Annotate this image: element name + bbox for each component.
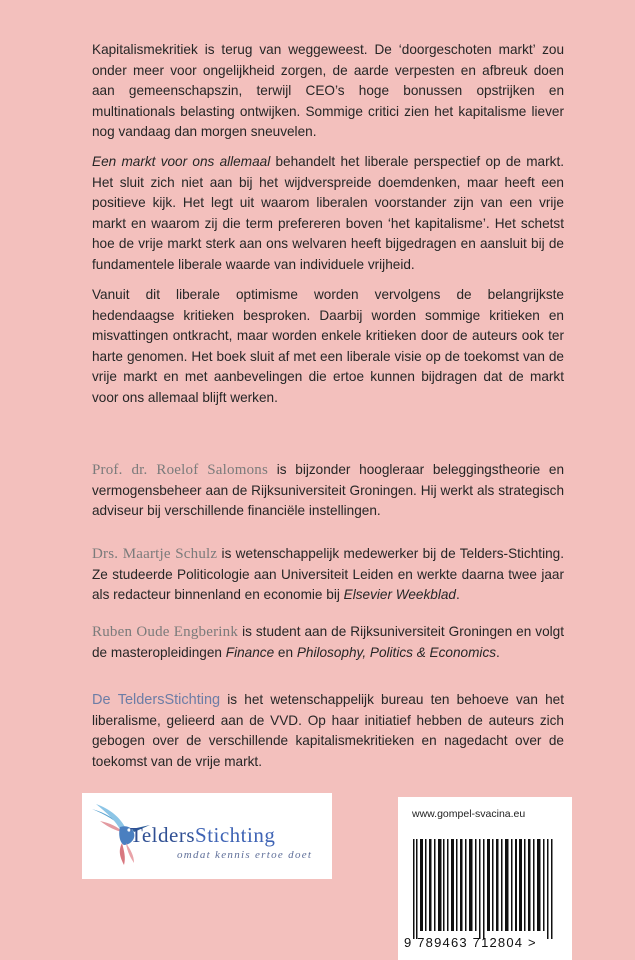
barcode-panel [398,797,572,960]
blurb-paragraph-3: Vanuit dit liberale optimisme worden vervolgens de belangrijkste hedendaagse kritieken besproken. Daarbij worden sommige kritieken en misvattingen ontkracht, maar worden enkele kritieken door de auteurs ook ter harte genomen. Het boek sluit af met een liberale visie op de toekomst van de vrije markt en met aanbevelingen die ertoe kunnen bijdragen dat de markt voor ons allemaal blijft werken. [92,287,564,405]
program-ppe: Philosophy, Politics & Economics [296,644,497,660]
blurb-paragraph-1: Kapitalismekritiek is terug van weggeweest. De ‘doorgeschoten markt’ zou onder meer voor ongelijkheid zorgen, de aarde verpesten en afbreuk doen aan gemeenschapszin, terwijl CEO’s hoge bonussen opstrijken en multinationals belasting ontwijken. Sommige critici zien het kapitalisme liever nog vandaag dan morgen sneuvelen. [92,42,564,140]
author-bio-engberink-mid: en [274,644,297,660]
publisher-url: www.gompel-svacina.eu [412,808,526,820]
author-bio-engberink-text: is student aan de Rijksuniversiteit Groningen en volgt de masteropleidingen [92,624,564,660]
author-bio-salomons [92,460,564,522]
logo-tagline: omdat kennis ertoe doet [177,849,313,861]
author-name-salomons: Prof. dr. Roelof Salomons [92,462,269,478]
logo-title [130,823,275,848]
blurb-paragraph-2 [92,152,564,276]
author-bio-engberink [92,622,564,663]
foundation-name: De TeldersStichting [92,692,221,708]
foundation-paragraph [92,690,564,772]
author-bio-engberink-end: . [496,644,500,660]
blurb-paragraph-2-text: behandelt het liberale perspectief op de markt. Het sluit zich niet aan bij het wijdverspreide doemdenken, maar heeft een positieve kijk. Het legt uit waarom liberalen voorstander zijn van een vrije markt en waarom zij die term prefereren boven ‘het kapitalisme’. Het schetst hoe de vrije markt sterk aan ons welvaren heeft bijgedragen en aansluit bij de fundamentele liberale waarde van individuele vrijheid. [92,154,564,272]
magazine-title: Elsevier Weekblad [343,587,456,603]
isbn-digits: 9 789463 712804 > [404,935,537,950]
telders-logo [82,793,332,879]
author-bio-schulz [92,544,564,606]
book-title: Een markt voor ons allemaal [92,154,271,169]
author-bio-schulz-end: . [455,587,460,603]
author-bio-schulz-text: is wetenschappelijk medewerker bij de Telders-Stichting. Ze studeerde Politicologie aan Universiteit Leiden en werkte daarna twee jaar als redacteur binnenland en economie bij [92,546,564,603]
author-name-schulz: Drs. Maartje Schulz [92,546,218,562]
foundation-text: is het wetenschappelijk bureau ten behoeve van het liberalisme, gelieerd aan de VVD. Op haar initiatief hebben de auteurs zich gebogen over de verschillende kapitalismekritieken en nagedacht over de toekomst van de vrije markt. [92,692,564,769]
program-finance: Finance [225,644,275,660]
logo-title-telders: Telders [130,823,196,847]
logo-title-stichting: Stichting [195,823,276,847]
barcode-icon [411,839,561,939]
author-bio-salomons-text: is bijzonder hoogleraar beleggingstheorie en vermogensbeheer aan de Rijksuniversiteit Groningen. Hij werkt als strategisch adviseur bij verschillende financiële instellingen. [92,462,564,519]
author-name-engberink: Ruben Oude Engberink [92,624,239,640]
